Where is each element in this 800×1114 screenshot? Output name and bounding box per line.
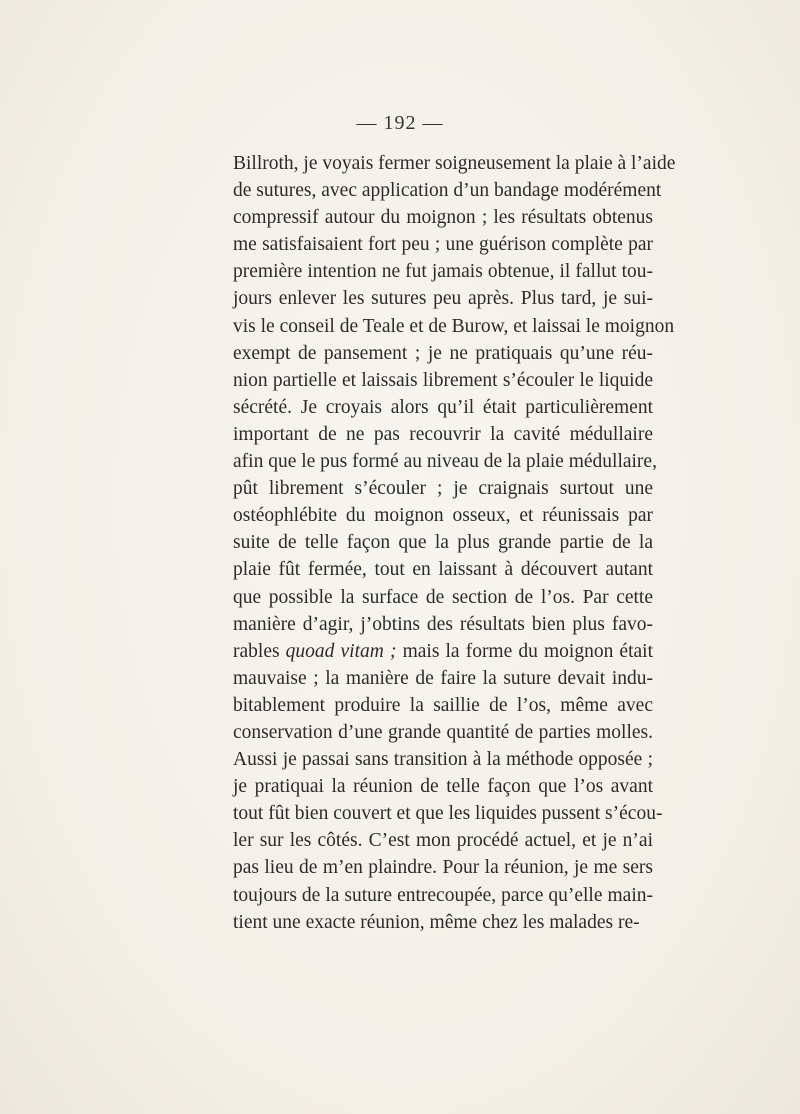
body-text xyxy=(233,150,676,936)
text-line: exempt de pansement ; je ne pratiquais qu’une réu- xyxy=(233,342,653,364)
text-line: me satisfaisaient fort peu ; une guérison complète par xyxy=(233,234,653,256)
text-line-italic xyxy=(233,638,653,665)
text-line: tient une exacte réunion, même chez les malades re- xyxy=(233,911,640,933)
text-line: mauvaise ; la manière de faire la suture devait indu- xyxy=(233,667,653,689)
text-run: rables xyxy=(233,640,286,662)
text-line: de sutures, avec application d’un bandage modérément xyxy=(233,180,662,202)
text-line: afin que le pus formé au niveau de la plaie médullaire, xyxy=(233,451,657,473)
text-line: toujours de la suture entrecoupée, parce qu’elle main- xyxy=(233,884,653,906)
text-run: mais la forme du moignon était xyxy=(396,640,653,662)
text-line: que possible la surface de section de l’os. Par cette xyxy=(233,586,653,608)
text-line: nion partielle et laissais librement s’écouler le liquide xyxy=(233,369,653,391)
text-line: conservation d’une grande quantité de parties molles. xyxy=(233,721,653,743)
text-line: manière d’agir, j’obtins des résultats bien plus favo- xyxy=(233,613,653,635)
text-line: Billroth, je voyais fermer soigneusement la plaie à l’aide xyxy=(233,153,676,174)
text-line: bitablement produire la saillie de l’os, même avec xyxy=(233,694,653,716)
text-line: pas lieu de m’en plaindre. Pour la réunion, je me sers xyxy=(233,857,653,879)
text-line: ler sur les côtés. C’est mon procédé actuel, et je n’ai xyxy=(233,830,653,852)
text-line: jours enlever les sutures peu après. Plus tard, je sui- xyxy=(233,288,653,310)
text-line: je pratiquai la réunion de telle façon que l’os avant xyxy=(233,776,653,798)
text-line: vis le conseil de Teale et de Burow, et laissai le moignon xyxy=(233,315,675,337)
text-line: sécrété. Je croyais alors qu’il était particulièrement xyxy=(233,396,653,418)
text-line: plaie fût fermée, tout en laissant à découvert autant xyxy=(233,559,653,581)
text-line: pût librement s’écouler ; je craignais surtout une xyxy=(233,478,653,500)
text-line: Aussi je passai sans transition à la méthode opposée ; xyxy=(233,749,653,771)
text-line: suite de telle façon que la plus grande partie de la xyxy=(233,532,653,554)
italic-phrase: quoad vitam ; xyxy=(285,640,397,662)
text-line: tout fût bien couvert et que les liquides pussent s’écou- xyxy=(233,803,663,825)
page-number: — 192 — xyxy=(356,112,444,134)
text-line: ostéophlébite du moignon osseux, et réunissais par xyxy=(233,505,653,527)
text-line: compressif autour du moignon ; les résultats obtenus xyxy=(233,207,653,229)
text-line: première intention ne fut jamais obtenue, il fallut tou- xyxy=(233,261,653,283)
text-line: important de ne pas recouvrir la cavité médullaire xyxy=(233,423,653,445)
